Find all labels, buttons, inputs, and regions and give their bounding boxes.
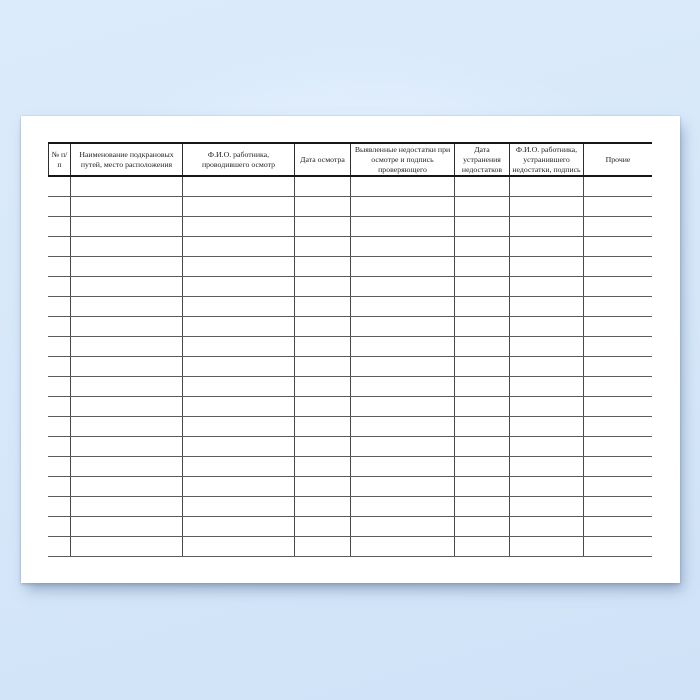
table-cell-empty [509, 477, 583, 496]
table-cell-empty [583, 197, 652, 216]
table-cell-empty [70, 257, 182, 276]
table-cell-empty [48, 317, 70, 336]
table-cell-empty [294, 477, 350, 496]
table-cell-empty [70, 197, 182, 216]
table-cell-empty [294, 177, 350, 196]
table-cell-empty [509, 177, 583, 196]
table-cell-empty [182, 497, 294, 516]
table-cell-empty [294, 497, 350, 516]
table-row [48, 237, 652, 257]
col-header-other: Прочие [583, 144, 652, 175]
table-cell-empty [294, 437, 350, 456]
table-cell-empty [509, 257, 583, 276]
table-cell-empty [509, 497, 583, 516]
table-row [48, 297, 652, 317]
table-cell-empty [454, 437, 509, 456]
table-header-row [48, 142, 652, 177]
table-cell-empty [509, 437, 583, 456]
table-cell-empty [350, 257, 454, 276]
table-cell-empty [70, 537, 182, 556]
table-body [48, 177, 652, 557]
table-cell-empty [182, 277, 294, 296]
document-page [21, 116, 680, 583]
table-cell-empty [48, 217, 70, 236]
table-cell-empty [70, 437, 182, 456]
table-cell-empty [350, 197, 454, 216]
table-cell-empty [294, 377, 350, 396]
table-cell-empty [182, 237, 294, 256]
table-cell-empty [70, 337, 182, 356]
table-cell-empty [350, 177, 454, 196]
table-row [48, 537, 652, 557]
table-cell-empty [350, 217, 454, 236]
table-row [48, 397, 652, 417]
table-cell-empty [182, 357, 294, 376]
table-row [48, 377, 652, 397]
table-cell-empty [350, 277, 454, 296]
table-cell-empty [509, 297, 583, 316]
table-cell-empty [350, 357, 454, 376]
table-cell-empty [350, 297, 454, 316]
table-cell-empty [583, 337, 652, 356]
table-cell-empty [70, 217, 182, 236]
table-cell-empty [182, 377, 294, 396]
table-cell-empty [48, 437, 70, 456]
table-cell-empty [583, 417, 652, 436]
table-row [48, 477, 652, 497]
table-cell-empty [70, 237, 182, 256]
table-cell-empty [454, 237, 509, 256]
table-cell-empty [350, 517, 454, 536]
table-cell-empty [294, 397, 350, 416]
table-cell-empty [583, 457, 652, 476]
table-cell-empty [583, 397, 652, 416]
table-cell-empty [583, 497, 652, 516]
table-cell-empty [182, 217, 294, 236]
table-cell-empty [70, 457, 182, 476]
table-cell-empty [509, 357, 583, 376]
table-cell-empty [509, 237, 583, 256]
table-cell-empty [454, 197, 509, 216]
table-cell-empty [583, 477, 652, 496]
table-cell-empty [583, 317, 652, 336]
table-row [48, 417, 652, 437]
table-cell-empty [48, 257, 70, 276]
table-cell-empty [350, 497, 454, 516]
table-cell-empty [454, 257, 509, 276]
table-cell-empty [48, 417, 70, 436]
table-cell-empty [48, 497, 70, 516]
table-cell-empty [350, 237, 454, 256]
table-cell-empty [350, 397, 454, 416]
table-cell-empty [454, 357, 509, 376]
table-cell-empty [48, 377, 70, 396]
table-cell-empty [294, 237, 350, 256]
col-header-defects-found: Выявленные недостатки при осмотре и подпись проверяющего [350, 144, 454, 175]
table-cell-empty [454, 177, 509, 196]
table-cell-empty [48, 297, 70, 316]
table-cell-empty [48, 397, 70, 416]
table-cell-empty [583, 517, 652, 536]
table-cell-empty [70, 317, 182, 336]
table-cell-empty [350, 417, 454, 436]
table-cell-empty [454, 217, 509, 236]
table-row [48, 517, 652, 537]
table-cell-empty [454, 537, 509, 556]
table-row [48, 177, 652, 197]
table-cell-empty [48, 237, 70, 256]
table-cell-empty [294, 357, 350, 376]
table-row [48, 437, 652, 457]
table-cell-empty [294, 297, 350, 316]
table-row [48, 337, 652, 357]
table-cell-empty [350, 317, 454, 336]
table-cell-empty [583, 537, 652, 556]
table-cell-empty [294, 417, 350, 436]
table-cell-empty [70, 517, 182, 536]
table-cell-empty [509, 337, 583, 356]
table-cell-empty [182, 417, 294, 436]
table-cell-empty [294, 317, 350, 336]
table-cell-empty [48, 357, 70, 376]
table-cell-empty [294, 337, 350, 356]
table-cell-empty [182, 197, 294, 216]
table-cell-empty [454, 477, 509, 496]
inspection-journal-table [48, 142, 652, 557]
table-cell-empty [70, 377, 182, 396]
table-cell-empty [509, 217, 583, 236]
table-cell-empty [48, 477, 70, 496]
table-cell-empty [454, 417, 509, 436]
col-header-eliminator-name: Ф.И.О. работника, устранившего недостатки, подпись [509, 144, 583, 175]
table-cell-empty [454, 337, 509, 356]
table-cell-empty [48, 537, 70, 556]
table-cell-empty [70, 477, 182, 496]
table-cell-empty [294, 197, 350, 216]
table-cell-empty [182, 477, 294, 496]
table-cell-empty [182, 257, 294, 276]
table-cell-empty [454, 457, 509, 476]
table-cell-empty [70, 417, 182, 436]
table-cell-empty [294, 457, 350, 476]
table-cell-empty [70, 497, 182, 516]
table-cell-empty [294, 277, 350, 296]
table-cell-empty [70, 277, 182, 296]
table-cell-empty [350, 377, 454, 396]
table-cell-empty [509, 277, 583, 296]
table-cell-empty [509, 517, 583, 536]
table-cell-empty [509, 537, 583, 556]
table-cell-empty [48, 337, 70, 356]
table-cell-empty [294, 257, 350, 276]
table-cell-empty [509, 377, 583, 396]
table-cell-empty [454, 297, 509, 316]
table-cell-empty [583, 217, 652, 236]
table-cell-empty [509, 397, 583, 416]
table-cell-empty [48, 457, 70, 476]
table-cell-empty [583, 357, 652, 376]
table-row [48, 257, 652, 277]
table-cell-empty [454, 377, 509, 396]
table-cell-empty [182, 397, 294, 416]
table-cell-empty [182, 517, 294, 536]
table-row [48, 497, 652, 517]
table-cell-empty [350, 537, 454, 556]
table-cell-empty [182, 317, 294, 336]
table-cell-empty [509, 317, 583, 336]
table-cell-empty [70, 297, 182, 316]
table-cell-empty [583, 277, 652, 296]
table-cell-empty [583, 237, 652, 256]
table-cell-empty [182, 537, 294, 556]
table-cell-empty [454, 497, 509, 516]
table-row [48, 357, 652, 377]
table-cell-empty [583, 257, 652, 276]
col-header-track-name: Наименование подкрановых путей, место расположения [70, 144, 182, 175]
col-header-inspection-date: Дата осмотра [294, 144, 350, 175]
table-cell-empty [454, 517, 509, 536]
col-header-elimination-date: Дата устранения недостатков [454, 144, 509, 175]
table-cell-empty [48, 517, 70, 536]
table-cell-empty [70, 397, 182, 416]
table-cell-empty [182, 177, 294, 196]
table-cell-empty [70, 177, 182, 196]
table-cell-empty [583, 377, 652, 396]
table-row [48, 197, 652, 217]
table-cell-empty [182, 457, 294, 476]
table-row [48, 317, 652, 337]
table-cell-empty [509, 457, 583, 476]
table-cell-empty [454, 397, 509, 416]
table-cell-empty [350, 457, 454, 476]
table-cell-empty [350, 477, 454, 496]
table-cell-empty [182, 337, 294, 356]
table-cell-empty [454, 317, 509, 336]
table-row [48, 277, 652, 297]
table-cell-empty [48, 177, 70, 196]
table-cell-empty [182, 297, 294, 316]
table-cell-empty [294, 217, 350, 236]
table-cell-empty [48, 197, 70, 216]
table-row [48, 217, 652, 237]
table-cell-empty [509, 417, 583, 436]
col-header-number: № п/п [48, 144, 70, 175]
table-cell-empty [583, 297, 652, 316]
table-cell-empty [350, 337, 454, 356]
table-cell-empty [182, 437, 294, 456]
table-cell-empty [509, 197, 583, 216]
table-cell-empty [454, 277, 509, 296]
table-cell-empty [70, 357, 182, 376]
table-cell-empty [48, 277, 70, 296]
table-row [48, 457, 652, 477]
table-cell-empty [583, 437, 652, 456]
col-header-inspector-name: Ф.И.О. работника, проводившего осмотр [182, 144, 294, 175]
table-cell-empty [350, 437, 454, 456]
table-cell-empty [294, 537, 350, 556]
table-cell-empty [294, 517, 350, 536]
table-cell-empty [583, 177, 652, 196]
